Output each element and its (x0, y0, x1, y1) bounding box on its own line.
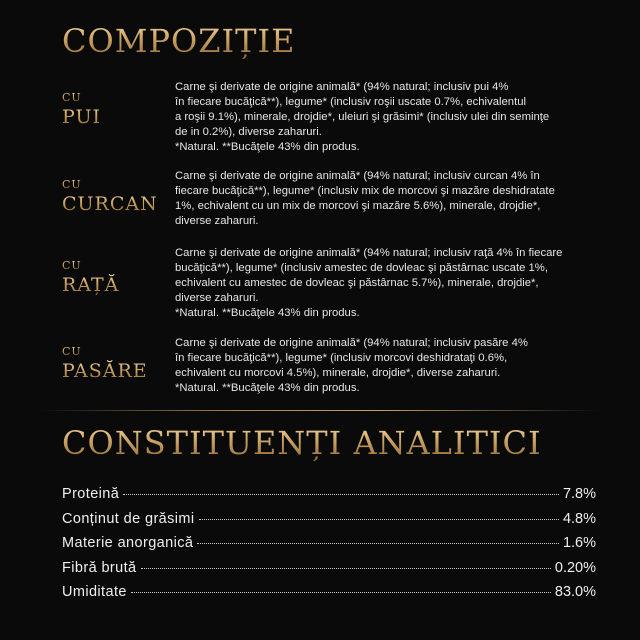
analytics-value: 7.8% (562, 486, 596, 502)
variant-label-pui (62, 91, 172, 128)
variant-description-rata (175, 246, 605, 321)
description-line: echivalent cu morcovi 4.5%), minerale, drojdie*, diverse zaharuri. (175, 367, 501, 379)
analytics-label: Umiditate (62, 584, 127, 600)
dot-leader (199, 519, 559, 520)
description-line: de in 0.2%), diverse zaharuri. (175, 126, 322, 138)
dot-leader (131, 592, 551, 593)
analytics-label: Materie anorganică (62, 535, 194, 551)
description-footnote: *Natural. **Bucăţele 43% din produs. (175, 141, 360, 153)
description-line: Carne şi derivate de origine animală* (94% natural; inclusiv raţă 4% în fiecare (175, 247, 563, 259)
variant-description-pasare (175, 336, 605, 396)
description-line: fiecare bucăţică**), legume* (inclusiv mix de morcovi şi mazăre deshidratate (175, 185, 555, 197)
variant-name: RAȚĂ (62, 274, 172, 296)
description-footnote: *Natural. **Bucăţele 43% din produs. (175, 307, 360, 319)
description-line: a roşii 9.1%), minerale, drojdie*, uleiuri şi grăsimi* (inclusiv ulei din seminţe (175, 111, 550, 123)
variant-name: PASĂRE (62, 360, 172, 382)
variant-prefix: CU (62, 259, 172, 272)
variant-description-pui (175, 80, 605, 155)
analytics-row-fibre (62, 560, 596, 585)
dot-leader (197, 543, 559, 544)
description-line: 1%, echivalent cu un mix de morcovi şi mazăre 5.6%), minerale, drojdie*, (175, 200, 541, 212)
analytics-label: Fibră brută (62, 559, 137, 576)
variant-prefix: CU (62, 178, 172, 191)
variant-prefix: CU (62, 91, 172, 104)
dot-leader (123, 494, 559, 495)
analytics-row-ash (62, 535, 596, 560)
variant-label-curcan (62, 178, 172, 215)
variant-name: PUI (62, 106, 172, 128)
description-line: în fiecare bucăţică**), legume* (inclusiv roşii uscate 0.7%, echivalentul (175, 96, 527, 108)
analytics-value: 0.20% (554, 559, 596, 576)
analytics-row-protein (62, 486, 596, 511)
analytics-value: 4.8% (562, 510, 596, 527)
composition-title: COMPOZIȚIE (62, 22, 296, 60)
description-line: diverse zaharuri. (175, 215, 259, 227)
description-line: Carne şi derivate de origine animală* (94% natural; inclusiv pui 4% (175, 81, 509, 93)
description-line: echivalent cu amestec de dovleac şi păstârnac 5.7%), minerale, drojdie*, (175, 277, 539, 289)
description-line: în fiecare bucăţică**), legume* (inclusiv morcovi deshidrataţi 0.6%, (175, 352, 508, 364)
analytics-value: 1.6% (562, 535, 596, 551)
dot-leader (141, 568, 551, 569)
description-line: diverse zaharuri. (175, 292, 259, 304)
analytics-title: CONSTITUENȚI ANALITICI (62, 424, 542, 462)
analytics-value: 83.0% (554, 584, 596, 600)
analytics-table (62, 486, 596, 609)
analytics-row-fat (62, 511, 596, 536)
description-footnote: *Natural. **Bucăţele 43% din produs. (175, 382, 360, 394)
variant-description-curcan (175, 169, 605, 229)
analytics-label: Conținut de grăsimi (62, 510, 195, 527)
description-line: Carne şi derivate de origine animală* (94% natural; inclusiv pasăre 4% (175, 337, 528, 349)
analytics-label: Proteină (62, 486, 120, 502)
description-line: bucăţică**), legume* (inclusiv amestec de dovleac şi păstârnac uscate 1%, (175, 262, 548, 274)
section-divider (40, 410, 600, 411)
description-line: Carne şi derivate de origine animală* (94% natural; inclusiv curcan 4% în (175, 170, 540, 182)
variant-name: CURCAN (62, 193, 172, 215)
analytics-row-moisture (62, 584, 596, 609)
variant-label-rata (62, 259, 172, 296)
variant-prefix: CU (62, 345, 172, 358)
variant-label-pasare (62, 345, 172, 382)
